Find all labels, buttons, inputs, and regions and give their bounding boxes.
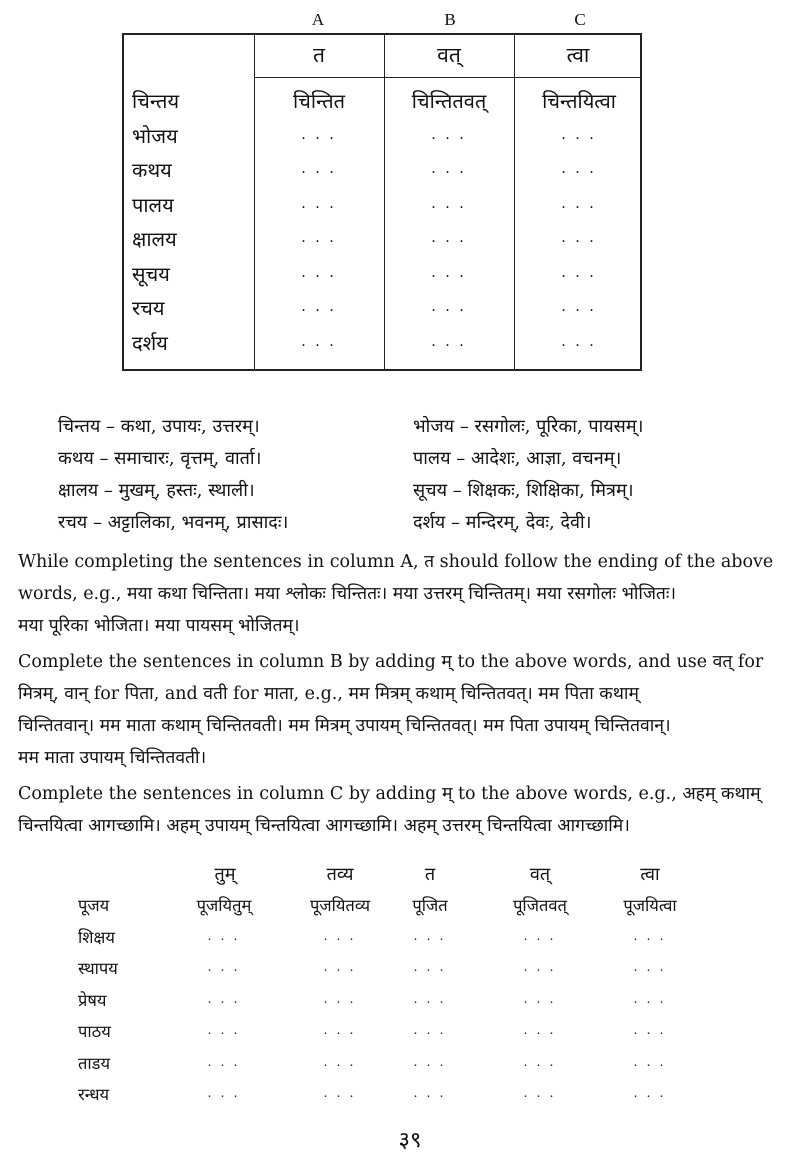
paragraph-line: words, e.g., मया कथा चिन्तिता। मया श्लोकः चिन्तितः। मया उत्तरम् चिन्तितम्। मया रसगोलः भोजितः। [18, 584, 677, 604]
blank-cell: . . . [561, 160, 597, 177]
blank-cell: . . . [301, 125, 337, 143]
blank-cell: . . . [413, 1054, 447, 1070]
table-cell: चिन्तितवत् [411, 89, 487, 113]
header-tum: तुम् [214, 864, 236, 885]
blank-cell: . . . [301, 194, 337, 212]
blank-cell: . . . [323, 960, 357, 975]
instruction-column-c [18, 778, 788, 842]
blank-cell: . . . [301, 298, 337, 315]
table-cell: चिन्तयित्वा [542, 89, 616, 113]
association-left-2: कथय – समाचारः, वृत्तम्, वार्ता। [58, 448, 262, 469]
header-divider [254, 77, 640, 78]
blank-cell: . . . [207, 1054, 241, 1070]
blank-cell: . . . [431, 194, 467, 212]
blank-cell: . . . [431, 298, 467, 315]
blank-cell: . . . [431, 160, 467, 177]
blank-cell: . . . [323, 1054, 357, 1070]
blank-cell: . . . [323, 928, 357, 944]
association-right-2: पालय – आदेशः, आज्ञा, वचनम्। [413, 448, 622, 469]
header-ta: त [313, 43, 325, 67]
blank-cell: . . . [431, 125, 467, 143]
blank-cell: . . . [523, 1023, 557, 1038]
table-row-verb: पालय [132, 192, 174, 217]
blank-cell: . . . [323, 1086, 357, 1101]
blank-cell: . . . [633, 991, 667, 1007]
page-number: ३९ [398, 1128, 422, 1153]
blank-cell: . . . [301, 332, 337, 350]
table-cell: चिन्तित [292, 89, 346, 113]
header-tva: त्वा [566, 43, 590, 67]
blank-cell: . . . [633, 960, 667, 975]
blank-cell: . . . [207, 928, 241, 944]
instruction-column-a [18, 546, 788, 642]
table-row-verb: सूचय [132, 261, 170, 286]
blank-cell: . . . [207, 1023, 241, 1038]
table-row-verb: शिक्षय [78, 927, 115, 947]
table-divider [384, 35, 385, 369]
blank-cell: . . . [323, 991, 357, 1007]
column-letter-a: A [311, 10, 325, 29]
blank-cell: . . . [413, 991, 447, 1007]
blank-cell: . . . [413, 1023, 447, 1038]
paragraph-line: Complete the sentences in column B by adding म् to the above words, and use वत् for [18, 652, 764, 672]
blank-cell: . . . [523, 928, 557, 944]
column-letter-b: B [444, 10, 456, 29]
blank-cell: . . . [523, 1054, 557, 1070]
paragraph-line: चिन्तयित्वा आगच्छामि। अहम् उपायम् चिन्तयित्वा आगच्छामि। अहम् उत्तरम् चिन्तयित्वा आगच्छामि। [18, 816, 630, 836]
table-row-verb: भोजय [132, 123, 178, 148]
paragraph-line: चिन्तितवान्। मम माता कथाम् चिन्तितवती। मम मित्रम् उपायम् चिन्तितवत्। मम पिता उपायम् चिन्तितवान्। [18, 716, 671, 736]
blank-cell: . . . [207, 1086, 241, 1101]
instruction-column-b [18, 646, 788, 774]
blank-cell: . . . [431, 332, 467, 350]
table-row-verb: रन्धय [78, 1085, 110, 1104]
table-row-verb: स्थापय [78, 959, 118, 978]
table-cell: पूजयितव्य [309, 896, 371, 915]
association-left-4: रचय – अट्टालिका, भवनम्, प्रासादः। [58, 512, 289, 533]
blank-cell: . . . [633, 1023, 667, 1038]
blank-cell: . . . [323, 1023, 357, 1038]
table-cell: पूजयितुम् [196, 896, 252, 915]
table-row-verb: क्षालय [132, 227, 177, 251]
blank-cell: . . . [561, 194, 597, 212]
table-cell: पूजयित्वा [623, 896, 677, 915]
paragraph-line: मम माता उपायम् चिन्तितवती। [18, 748, 207, 768]
blank-cell: . . . [523, 960, 557, 975]
blank-cell: . . . [633, 928, 667, 944]
blank-cell: . . . [633, 1086, 667, 1101]
paragraph-line: मया पूरिका भोजिता। मया पायसम् भोजितम्। [18, 616, 300, 636]
blank-cell: . . . [523, 1086, 557, 1101]
table-row-verb: ताडय [78, 1053, 111, 1073]
blank-cell: . . . [561, 229, 597, 246]
table-row-verb: रचय [132, 296, 165, 320]
blank-cell: . . . [301, 160, 337, 177]
table-row-verb: प्रेषय [78, 990, 107, 1010]
blank-cell: . . . [207, 991, 241, 1007]
header-tva: त्वा [640, 864, 660, 885]
association-right-1: भोजय – रसगोलः, पूरिका, पायसम्। [413, 416, 644, 437]
table-divider [254, 35, 255, 369]
blank-cell: . . . [413, 1086, 447, 1101]
table-divider [514, 35, 515, 369]
header-vat: वत् [437, 43, 461, 67]
column-letter-c: C [574, 10, 586, 29]
blank-cell: . . . [431, 229, 467, 246]
paragraph-line: Complete the sentences in column C by adding म् to the above words, e.g., अहम् कथाम् [18, 784, 761, 804]
table-row-verb: कथय [132, 158, 172, 182]
blank-cell: . . . [431, 263, 467, 281]
header-vat: वत् [529, 864, 551, 885]
blank-cell: . . . [413, 928, 447, 944]
table-row-verb: चिन्तय [132, 89, 180, 113]
paragraph-line: मित्रम्, वान् for पिता, and वती for माता, e.g., मम मित्रम् कथाम् चिन्तितवत्। मम पिता कथाम् [18, 684, 639, 704]
blank-cell: . . . [561, 298, 597, 315]
table-row-verb: दर्शय [132, 330, 168, 355]
header-ta: त [424, 864, 436, 885]
blank-cell: . . . [561, 263, 597, 281]
association-left-3: क्षालय – मुखम्, हस्तः, स्थाली। [58, 480, 255, 501]
table-row-verb: पाठय [78, 1022, 111, 1041]
paragraph-line: While completing the sentences in column A, त should follow the ending of the above [18, 552, 774, 572]
blank-cell: . . . [301, 229, 337, 246]
table-row-verb: पूजय [78, 896, 110, 915]
table-cell: पूजितवत् [513, 896, 567, 915]
blank-cell: . . . [561, 125, 597, 143]
association-right-4: दर्शय – मन्दिरम्, देवः, देवी। [413, 512, 592, 533]
blank-cell: . . . [633, 1054, 667, 1070]
association-right-3: सूचय – शिक्षकः, शिक्षिका, मित्रम्। [413, 480, 634, 501]
blank-cell: . . . [301, 263, 337, 281]
conjugation-table-1 [122, 33, 642, 371]
blank-cell: . . . [523, 991, 557, 1007]
blank-cell: . . . [413, 960, 447, 975]
blank-cell: . . . [561, 332, 597, 350]
blank-cell: . . . [207, 960, 241, 975]
header-tavya: तव्य [326, 864, 354, 885]
table-cell: पूजित [412, 896, 448, 915]
association-left-1: चिन्तय – कथा, उपायः, उत्तरम्। [58, 416, 260, 437]
